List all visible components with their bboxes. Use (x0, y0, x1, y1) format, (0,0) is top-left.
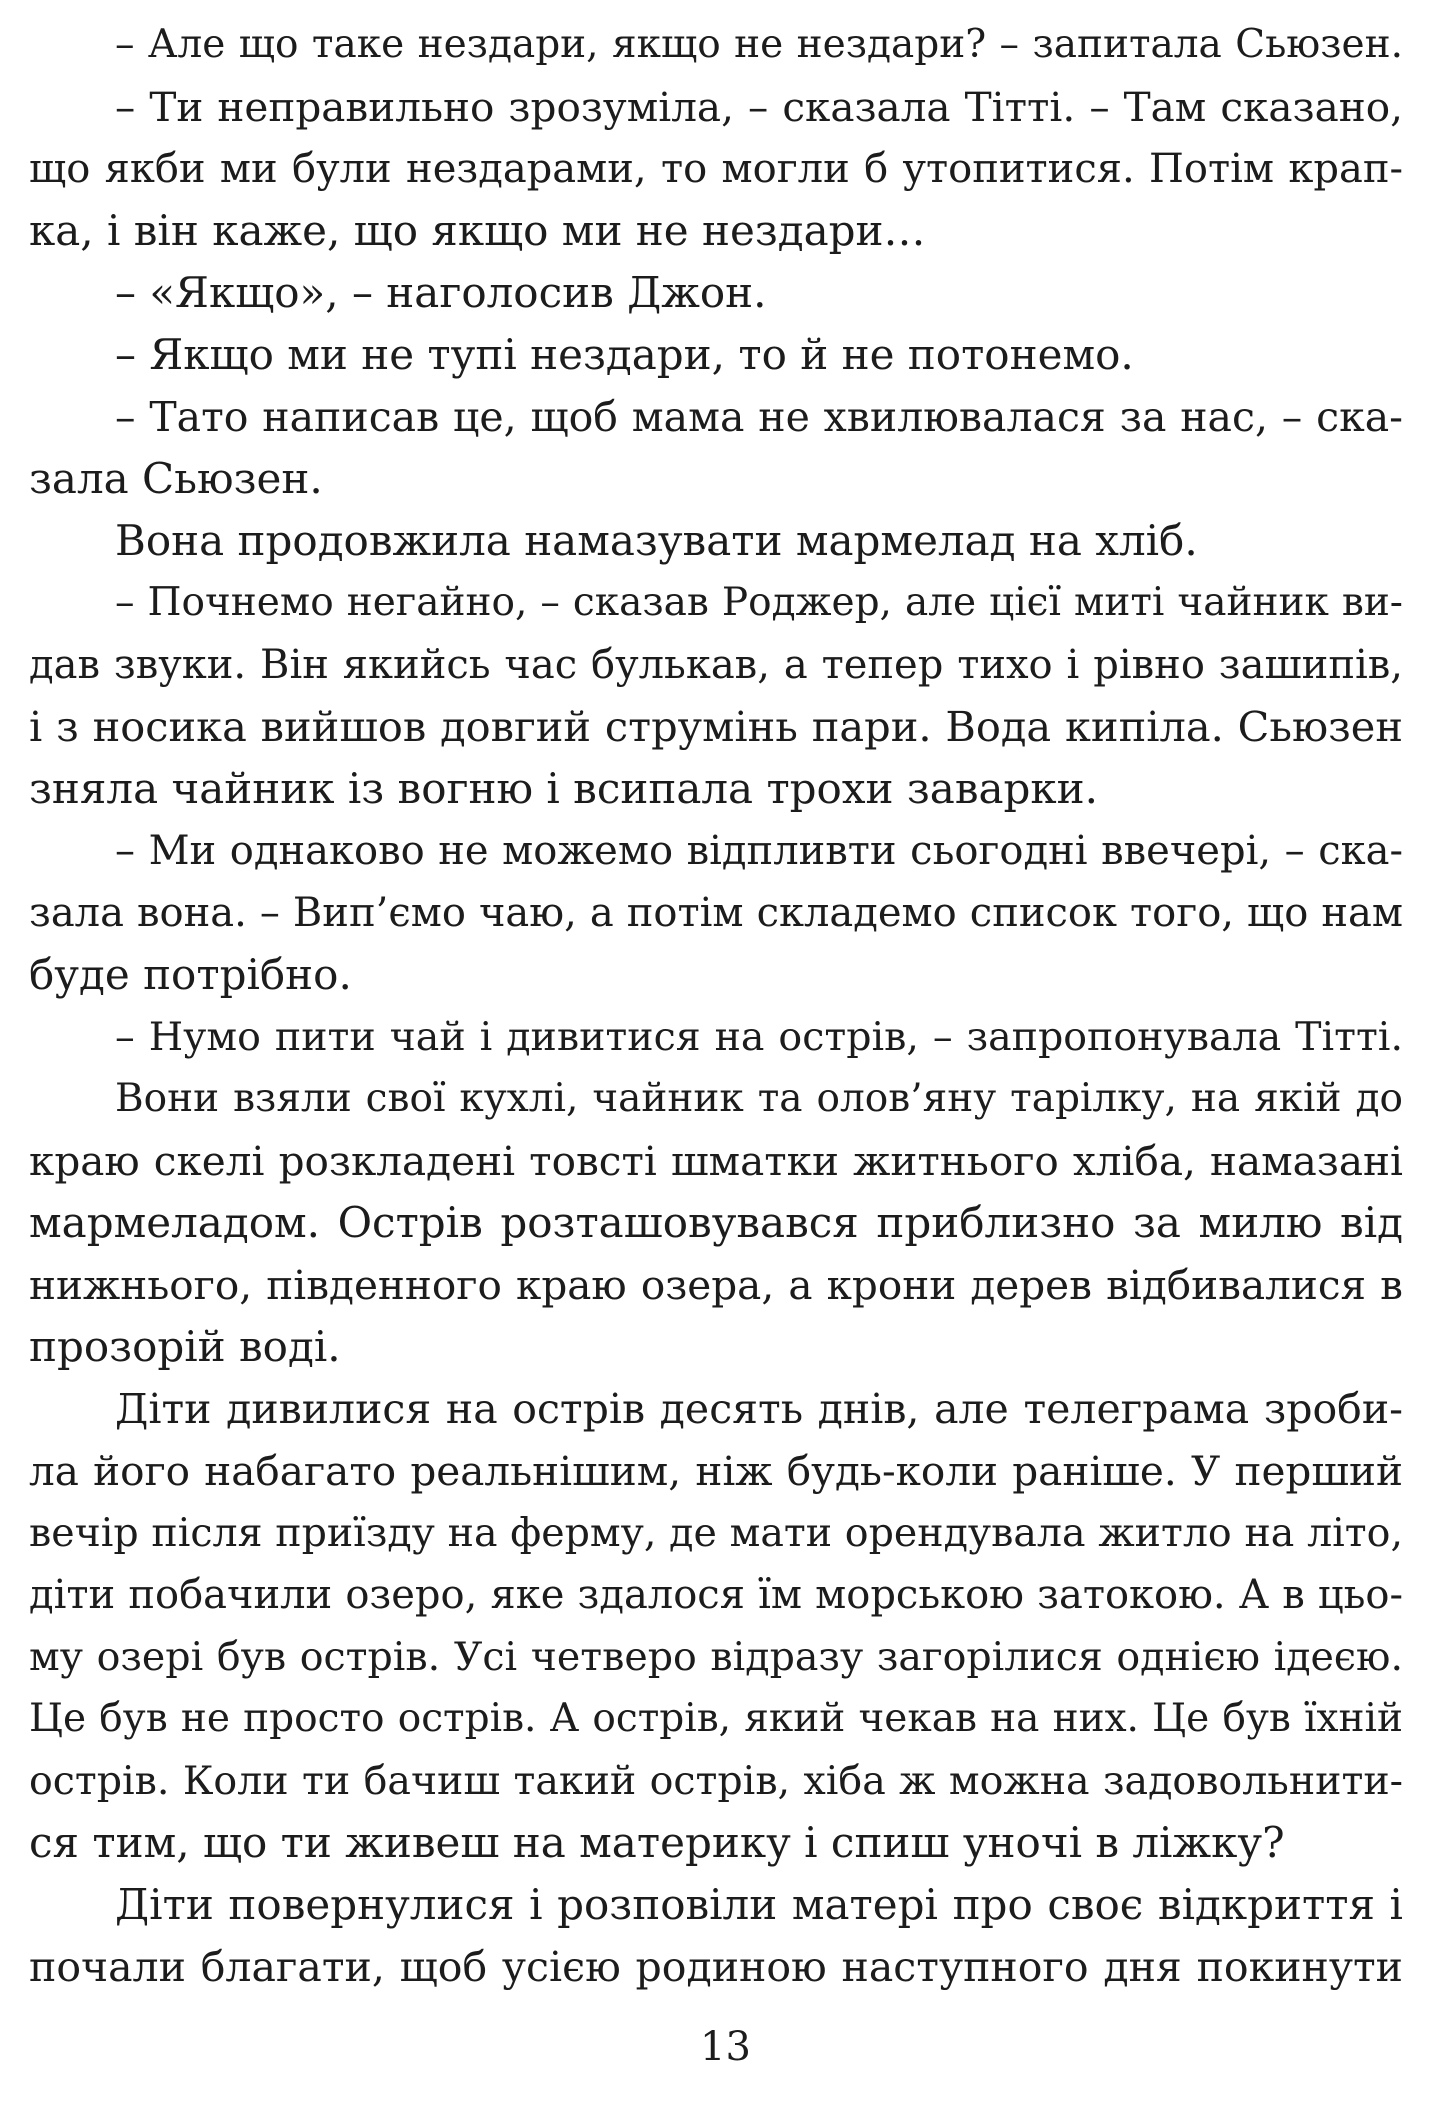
text-line: – Тато написав це, щоб мама не хвилювалася за нас, – ска- (115, 393, 1403, 441)
text-line: буде потрібно. (29, 950, 352, 999)
text-line: – Нумо пити чай і дивитися на острів, – запропонувала Тітті. (115, 1014, 1403, 1060)
text-line: ка, і він каже, що якщо ми не нездари… (29, 206, 926, 255)
text-line: – Ти неправильно зрозуміла, – сказала Тітті. – Там сказано, (115, 83, 1403, 131)
text-line: Вони взяли свої кухлі, чайник та олов’яну тарілку, на якій до (115, 1076, 1403, 1121)
text-line: ся тим, що ти живеш на материку і спиш уночі в ліжку? (29, 1818, 1285, 1867)
text-line: нижнього, південного краю озера, а крони дерев відбивалися в (29, 1261, 1403, 1309)
text-line: зала Сьюзен. (29, 454, 323, 503)
text-line: Це був не просто острів. А острів, який чекав на них. Це був їхній (29, 1696, 1403, 1741)
text-line: – «Якщо», – наголосив Джон. (115, 268, 767, 317)
text-line: дав звуки. Він якийсь час булькав, а тепер тихо і рівно зашипів, (29, 642, 1403, 688)
text-line: острів. Коли ти бачиш такий острів, хіба ж можна задовольнити- (29, 1758, 1403, 1804)
text-line: ла його набагато реальнішим, ніж будь-коли раніше. У перший (29, 1447, 1403, 1495)
text-line: – Але що таке нездари, якщо не нездари? – запитала Сьюзен. (115, 22, 1403, 67)
text-line: що якби ми були нездарами, то могли б утопитися. Потім крап- (29, 146, 1403, 192)
page-number: 13 (700, 2024, 751, 2070)
text-line: почали благати, щоб усією родиною наступного дня покинути (29, 1943, 1403, 1991)
text-line: зняла чайник із вогню і всипала трохи заварки. (29, 764, 1098, 813)
text-line: краю скелі розкладені товсті шматки житнього хліба, намазані (29, 1137, 1403, 1185)
text-line: прозорій воді. (29, 1322, 341, 1371)
text-line: му озері був острів. Усі четверо відразу загорілися однією ідеєю. (29, 1634, 1403, 1680)
text-line: мармеладом. Острів розташовувався приблизно за милю від (29, 1198, 1403, 1247)
text-line: – Почнемо негайно, – сказав Роджер, але цієї миті чайник ви- (115, 580, 1403, 625)
text-line: Вона продовжила намазувати мармелад на хліб. (115, 516, 1198, 565)
text-line: і з носика вийшов довгий струмінь пари. Вода кипіла. Сьюзен (29, 702, 1403, 751)
text-line: Діти повернулися і розповіли матері про своє відкриття і (115, 1880, 1403, 1929)
text-line: – Якщо ми не тупі нездари, то й не потонемо. (115, 330, 1134, 379)
text-line: зала вона. – Вип’ємо чаю, а потім складемо список того, що нам (29, 890, 1403, 936)
text-line: Діти дивилися на острів десять днів, але телеграма зроби- (115, 1385, 1403, 1433)
text-line: діти побачили озеро, яке здалося їм морською затокою. А в цьо- (29, 1572, 1403, 1618)
text-line: вечір після приїзду на ферму, де мати орендувала житло на літо, (29, 1510, 1403, 1556)
page-text (29, 14, 1403, 1998)
text-line: – Ми однаково не можемо відпливти сьогодні ввечері, – ска- (115, 828, 1403, 874)
